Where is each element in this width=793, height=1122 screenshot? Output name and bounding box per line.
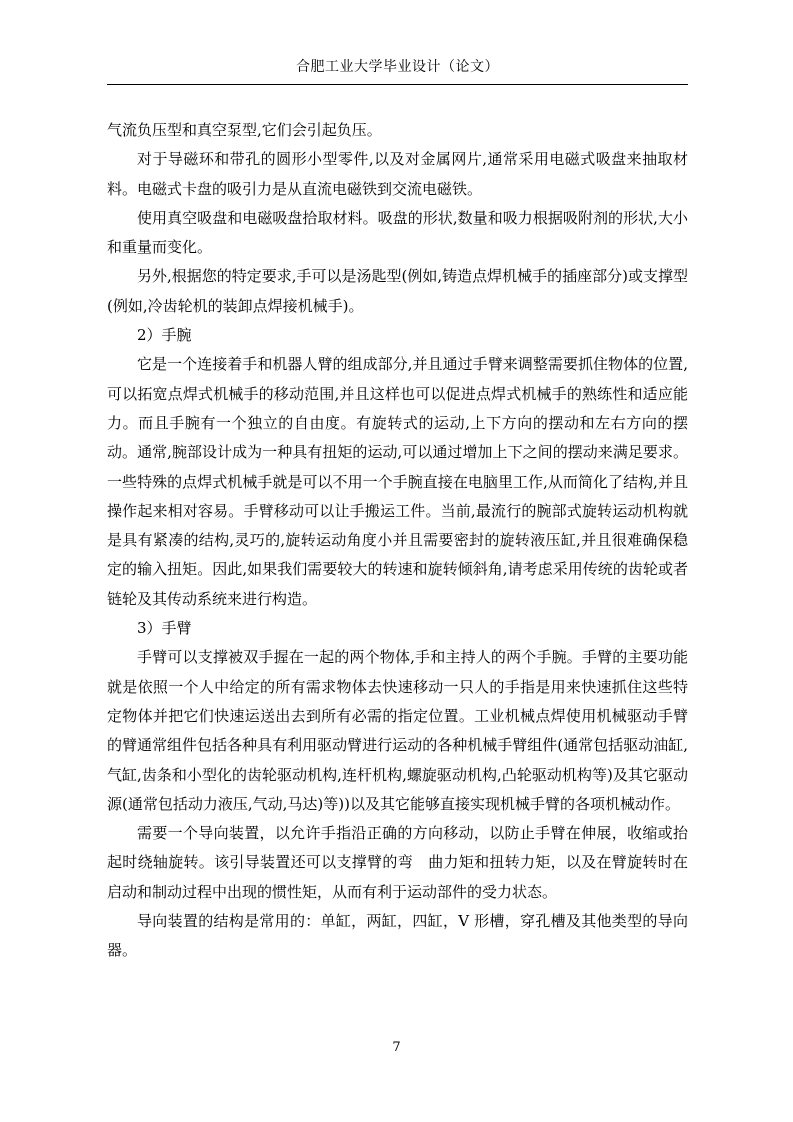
paragraph-suction-cups: 使用真空吸盘和电磁吸盘拾取材料。吸盘的形状,数量和吸力根据吸附剂的形状,大小和重量而变化。: [107, 208, 688, 257]
paragraph-arm: 手臂可以支撑被双手握在一起的两个物体,手和主持人的两个手腕。手臂的主要功能就是依照一个人中给定的所有需求物体去快速移动一只人的手指是用来快速抓住这些特定物体并把它们快速运送出去到所有必需的指定位置。工业机械点焊使用机械驱动手臂的臂通常组件包括各种具有利用驱动臂进行运动的各种机械手臂组件(通常包括驱动油缸,气缸,齿条和小型化的齿轮驱动机构,连杆机构,螺旋驱动机构,凸轮驱动机构等)及其它驱动源(通常包括动力液压,气动,马达)等))以及其它能够直接实现机械手臂的各项机械动作。: [107, 648, 688, 813]
paragraph-guide-device: 需要一个导向装置，以允许手指沿正确的方向移动，以防止手臂在伸展，收缩或抬起时绕轴旋转。该引导装置还可以支撑臂的弯 曲力矩和扭转力矩，以及在臂旋转时在启动和制动过程中出现的惯性矩，从而有利于运动部件的受力状态。: [107, 824, 688, 901]
paragraph-guide-structure: 导向装置的结构是常用的：单缸，两缸，四缸，V 形槽，穿孔槽及其他类型的导向器。: [107, 912, 688, 960]
page-header: 合肥工业大学毕业设计（论文）: [296, 59, 499, 75]
body-text: [107, 116, 688, 966]
paragraph-electromagnetic-chuck: 对于导磁环和带孔的圆形小型零件,以及对金属网片,通常采用电磁式吸盘来抽取材料。电磁式卡盘的吸引力是从直流电磁铁到交流电磁铁。: [107, 150, 688, 198]
paragraph-continuation: 气流负压型和真空泵型,它们会引起负压。: [107, 121, 382, 139]
page-number: 7: [392, 1040, 401, 1055]
section-heading-arm: 3）手臂: [137, 619, 192, 638]
paragraph-hand-types: 另外,根据您的特定要求,手可以是汤匙型(例如,铸造点焊机械手的插座部分)或支撑型(例如,冷齿轮机的装卸点焊接机械手)。: [107, 267, 689, 315]
paragraph-wrist: 它是一个连接着手和机器人臂的组成部分,并且通过手臂来调整需要抓住物体的位置,可以拓宽点焊式机械手的移动范围,并且这样也可以促进点焊式机械手的熟练性和适应能力。而且手腕有一个独立的自由度。有旋转式的运动,上下方向的摆动和左右方向的摆动。通常,腕部设计成为一种具有扭矩的运动,可以通过增加上下之间的摆动来满足要求。一些特殊的点焊式机械手就是可以不用一个手腕直接在电脑里工作,从而简化了结构,并且操作起来相对容易。手臂移动可以让手搬运工件。当前,最流行的腕部式旋转运动机构就是具有紧凑的结构,灵巧的,旋转运动角度小并且需要密封的旋转液压缸,并且很难确保稳定的输入扭矩。因此,如果我们需要较大的转速和旋转倾斜角,请考虑采用传统的齿轮或者链轮及其传动系统来进行构造。: [107, 355, 688, 608]
header-divider: [107, 84, 688, 85]
section-heading-wrist: 2）手腕: [137, 326, 192, 345]
